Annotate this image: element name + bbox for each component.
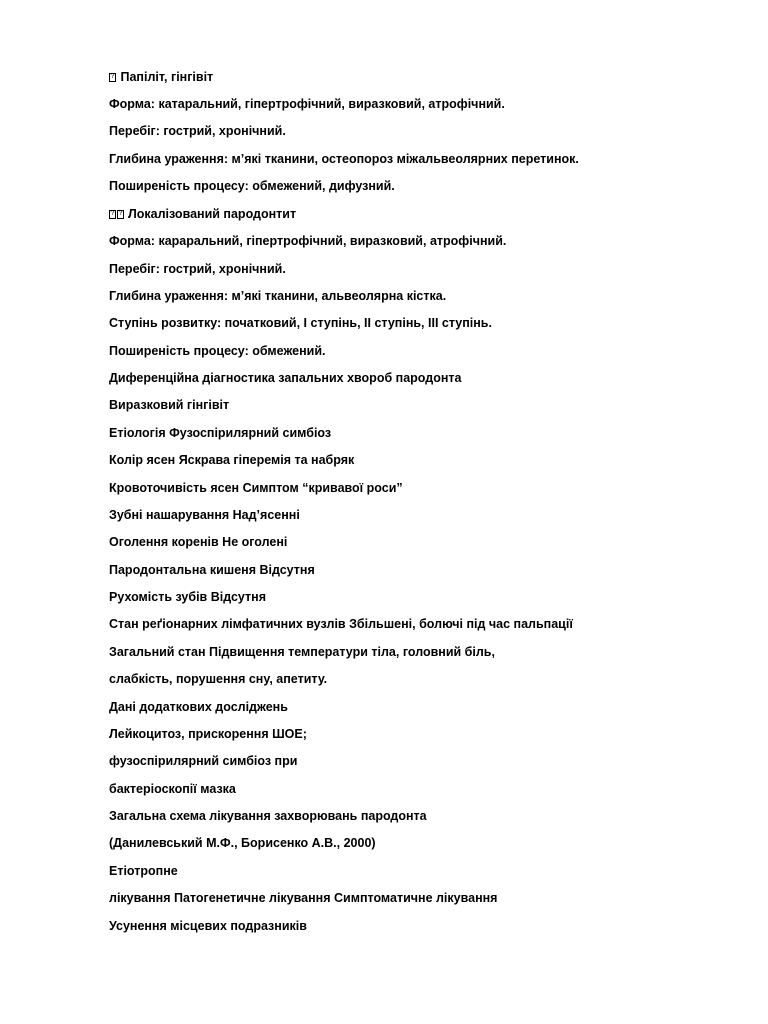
text-line: Рухомість зубів Відсутня (109, 590, 267, 604)
line-text: Папіліт, гінгівіт (120, 70, 214, 84)
text-line: Етіотропне (109, 864, 178, 878)
text-line: Форма: катаральний, гіпертрофічний, виразковий, атрофічний. (109, 97, 505, 111)
text-line: Перебіг: гострий, хронічний. (109, 124, 286, 138)
text-line: Форма: караральний, гіпертрофічний, виразковий, атрофічний. (109, 234, 507, 248)
text-line: Перебіг: гострий, хронічний. (109, 262, 286, 276)
text-line: Усунення місцевих подразників (109, 919, 307, 933)
text-line-papilit (109, 69, 213, 85)
missing-glyph-icon (109, 73, 116, 82)
text-line: Поширеність процесу: обмежений, дифузний. (109, 179, 395, 193)
text-line: Загальний стан Підвищення температури тіла, головний біль, (109, 645, 495, 659)
missing-glyph-icon (109, 210, 116, 219)
missing-glyph-pair-icon (109, 206, 125, 222)
missing-glyph-icon (117, 210, 124, 219)
text-line: Оголення коренів Не оголені (109, 535, 288, 549)
text-line: Пародонтальна кишеня Відсутня (109, 563, 315, 577)
line-text: Локалізований пародонтит (128, 207, 297, 221)
text-line: фузоспірилярний симбіоз при (109, 754, 298, 768)
text-line-localized-periodontitis (109, 206, 296, 222)
text-line: Зубні нашарування Над’ясенні (109, 508, 300, 522)
text-line: Поширеність процесу: обмежений. (109, 344, 326, 358)
text-line: лікування Патогенетичне лікування Симптоматичне лікування (109, 891, 498, 905)
text-line: Колір ясен Яскрава гіперемія та набряк (109, 453, 355, 467)
text-line: Кровоточивість ясен Симптом “кривавої роси” (109, 481, 403, 495)
text-line: Виразковий гінгівіт (109, 398, 230, 412)
text-line: Глибина ураження: м’які тканини, остеопороз міжальвеолярних перетинок. (109, 152, 579, 166)
text-line: Диференційна діагностика запальних хвороб пародонта (109, 371, 462, 385)
text-line: слабкість, порушення сну, апетиту. (109, 672, 328, 686)
text-line: Лейкоцитоз, прискорення ШОЕ; (109, 727, 307, 741)
text-line: Стан реґіонарних лімфатичних вузлів Збільшені, болючі під час пальпації (109, 617, 573, 631)
text-line: бактеріоскопії мазка (109, 782, 236, 796)
text-line: Дані додаткових досліджень (109, 700, 288, 714)
text-line: (Данилевський М.Ф., Борисенко А.В., 2000) (109, 836, 376, 850)
text-line: Глибина ураження: м’які тканини, альвеолярна кістка. (109, 289, 447, 303)
text-line: Загальна схема лікування захворювань пародонта (109, 809, 427, 823)
text-line: Етіологія Фузоспірилярний симбіоз (109, 426, 332, 440)
text-line: Ступінь розвитку: початковий, I ступінь, II ступінь, III ступінь. (109, 316, 492, 330)
